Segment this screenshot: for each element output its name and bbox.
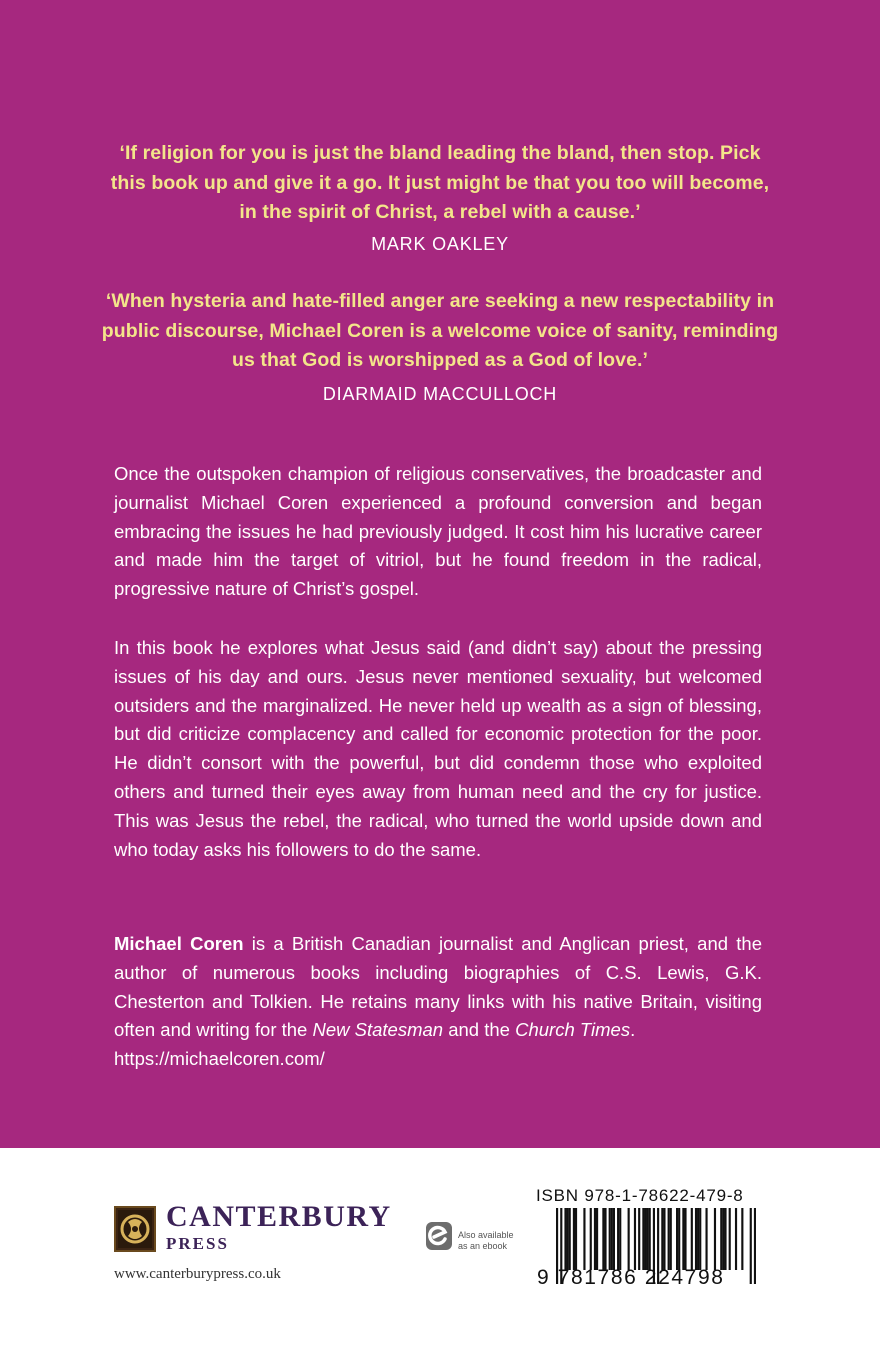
barcode-bar — [720, 1208, 722, 1270]
barcode-bar — [724, 1208, 726, 1270]
author-name: Michael Coren — [114, 933, 244, 954]
ebook-availability-text — [458, 1230, 538, 1252]
barcode-bar — [644, 1208, 646, 1270]
publisher-website[interactable]: www.canterburypress.co.uk — [114, 1266, 281, 1282]
barcode-bar — [663, 1208, 665, 1270]
barcode-bar — [602, 1208, 604, 1270]
quote-2-attribution: DIARMAID MACCULLOCH — [322, 384, 558, 404]
publisher-subname: PRESS — [166, 1234, 229, 1253]
barcode-bar — [661, 1208, 663, 1270]
barcode-bar — [678, 1208, 680, 1270]
barcode-bar — [714, 1208, 716, 1270]
barcode-bar — [619, 1208, 621, 1270]
ebook-e-icon — [424, 1220, 454, 1252]
barcode-bar — [575, 1208, 577, 1270]
barcode-bar — [682, 1208, 684, 1270]
barcode-bar — [684, 1208, 686, 1270]
quote-1: ‘If religion for you is just the bland leading the bland, then stop. Pick this book up and give it a go. It just might be that you too will become, in the spirit of Christ, a rebel with a cause.’ — [110, 142, 770, 223]
barcode-bar — [699, 1208, 701, 1270]
isbn-label: ISBN 978-1-78622-479-8 — [536, 1186, 744, 1205]
publication-new-statesman: New Statesman — [312, 1019, 444, 1041]
barcode-bar — [634, 1208, 636, 1270]
barcode-bar — [729, 1208, 731, 1270]
barcode-bar — [583, 1208, 585, 1270]
barcode-bar — [628, 1208, 630, 1270]
barcode-bar — [722, 1208, 724, 1270]
ebook-line-2: as an ebook — [458, 1241, 508, 1251]
barcode-bar — [569, 1208, 571, 1270]
barcode-bar — [567, 1208, 569, 1270]
barcode-bar — [638, 1208, 640, 1270]
quote-1-attribution: MARK OAKLEY — [371, 234, 509, 254]
barcode-bar — [647, 1208, 649, 1270]
barcode-digits: 9 781786 224798 — [537, 1266, 725, 1289]
barcode-bar — [613, 1208, 615, 1270]
quote-2: ‘When hysteria and hate-filled anger are seeking a new respectability in public discourse, Michael Coren is a welcome voice of sanity, reminding us that God is worshipped as a God of love.’ — [101, 290, 779, 371]
canterbury-press-logo-icon — [114, 1206, 156, 1252]
barcode-bar — [609, 1208, 611, 1270]
barcode-bar — [741, 1208, 743, 1270]
barcode-bar — [594, 1208, 596, 1270]
author-bio-text-b: and the — [443, 1019, 516, 1041]
publisher-name: CANTERBURY — [166, 1200, 392, 1233]
barcode-bar — [676, 1208, 678, 1270]
ebook-line-1: Also available — [458, 1230, 514, 1240]
barcode-bar — [705, 1208, 707, 1270]
barcode-bar — [604, 1208, 606, 1270]
barcode-bar — [590, 1208, 592, 1270]
author-bio — [114, 930, 762, 1074]
barcode-bar — [596, 1208, 598, 1270]
barcode-bar — [668, 1208, 670, 1270]
barcode-bar — [697, 1208, 699, 1270]
barcode-bar — [617, 1208, 619, 1270]
author-bio-text-a: is a British Canadian journalist and Anglican priest, and the author of numerous books including biographies of C.S. Lewis, G.K. Chesterton and Tolkien. He retains many links with his native Britain, visiting often and writing for the — [114, 933, 762, 1041]
publication-church-times: Church Times — [515, 1019, 631, 1041]
barcode-bar — [611, 1208, 613, 1270]
barcode-bar — [691, 1208, 693, 1270]
barcode-bar — [573, 1208, 575, 1270]
description-paragraph-1: Once the outspoken champion of religious conservatives, the broadcaster and journalist Michael Coren experienced a profound conversion and began embracing the issues he had previously judged. It cost him his lucrative career and made him the target of vitriol, but he found freedom in the radical, progressive nature of Christ’s gospel. — [114, 463, 762, 600]
barcode-bar — [649, 1208, 651, 1270]
barcode-bar — [670, 1208, 672, 1270]
author-website-link[interactable]: https://michaelcoren.com/ — [114, 1048, 325, 1070]
footer-panel — [0, 1148, 880, 1360]
description-paragraph-2: In this book he explores what Jesus said (and didn’t say) about the pressing issues of his day and ours. Jesus never mentioned sexuality, but welcomed outsiders and the marginalized. He never held up wealth as a sign of blessing, but did criticize complacency and called for economic protection for the poor. He didn’t consort with the powerful, but did condemn those who exploited others and turned their eyes away from human need and the cry for justice. This was Jesus the rebel, the radical, who turned the world upside down and who today asks his followers to do the same. — [114, 637, 762, 860]
barcode-bar — [564, 1208, 566, 1270]
barcode-bar — [735, 1208, 737, 1270]
author-bio-text-c: . — [630, 1019, 636, 1041]
barcode-bar — [642, 1208, 644, 1270]
barcode-bar — [695, 1208, 697, 1270]
